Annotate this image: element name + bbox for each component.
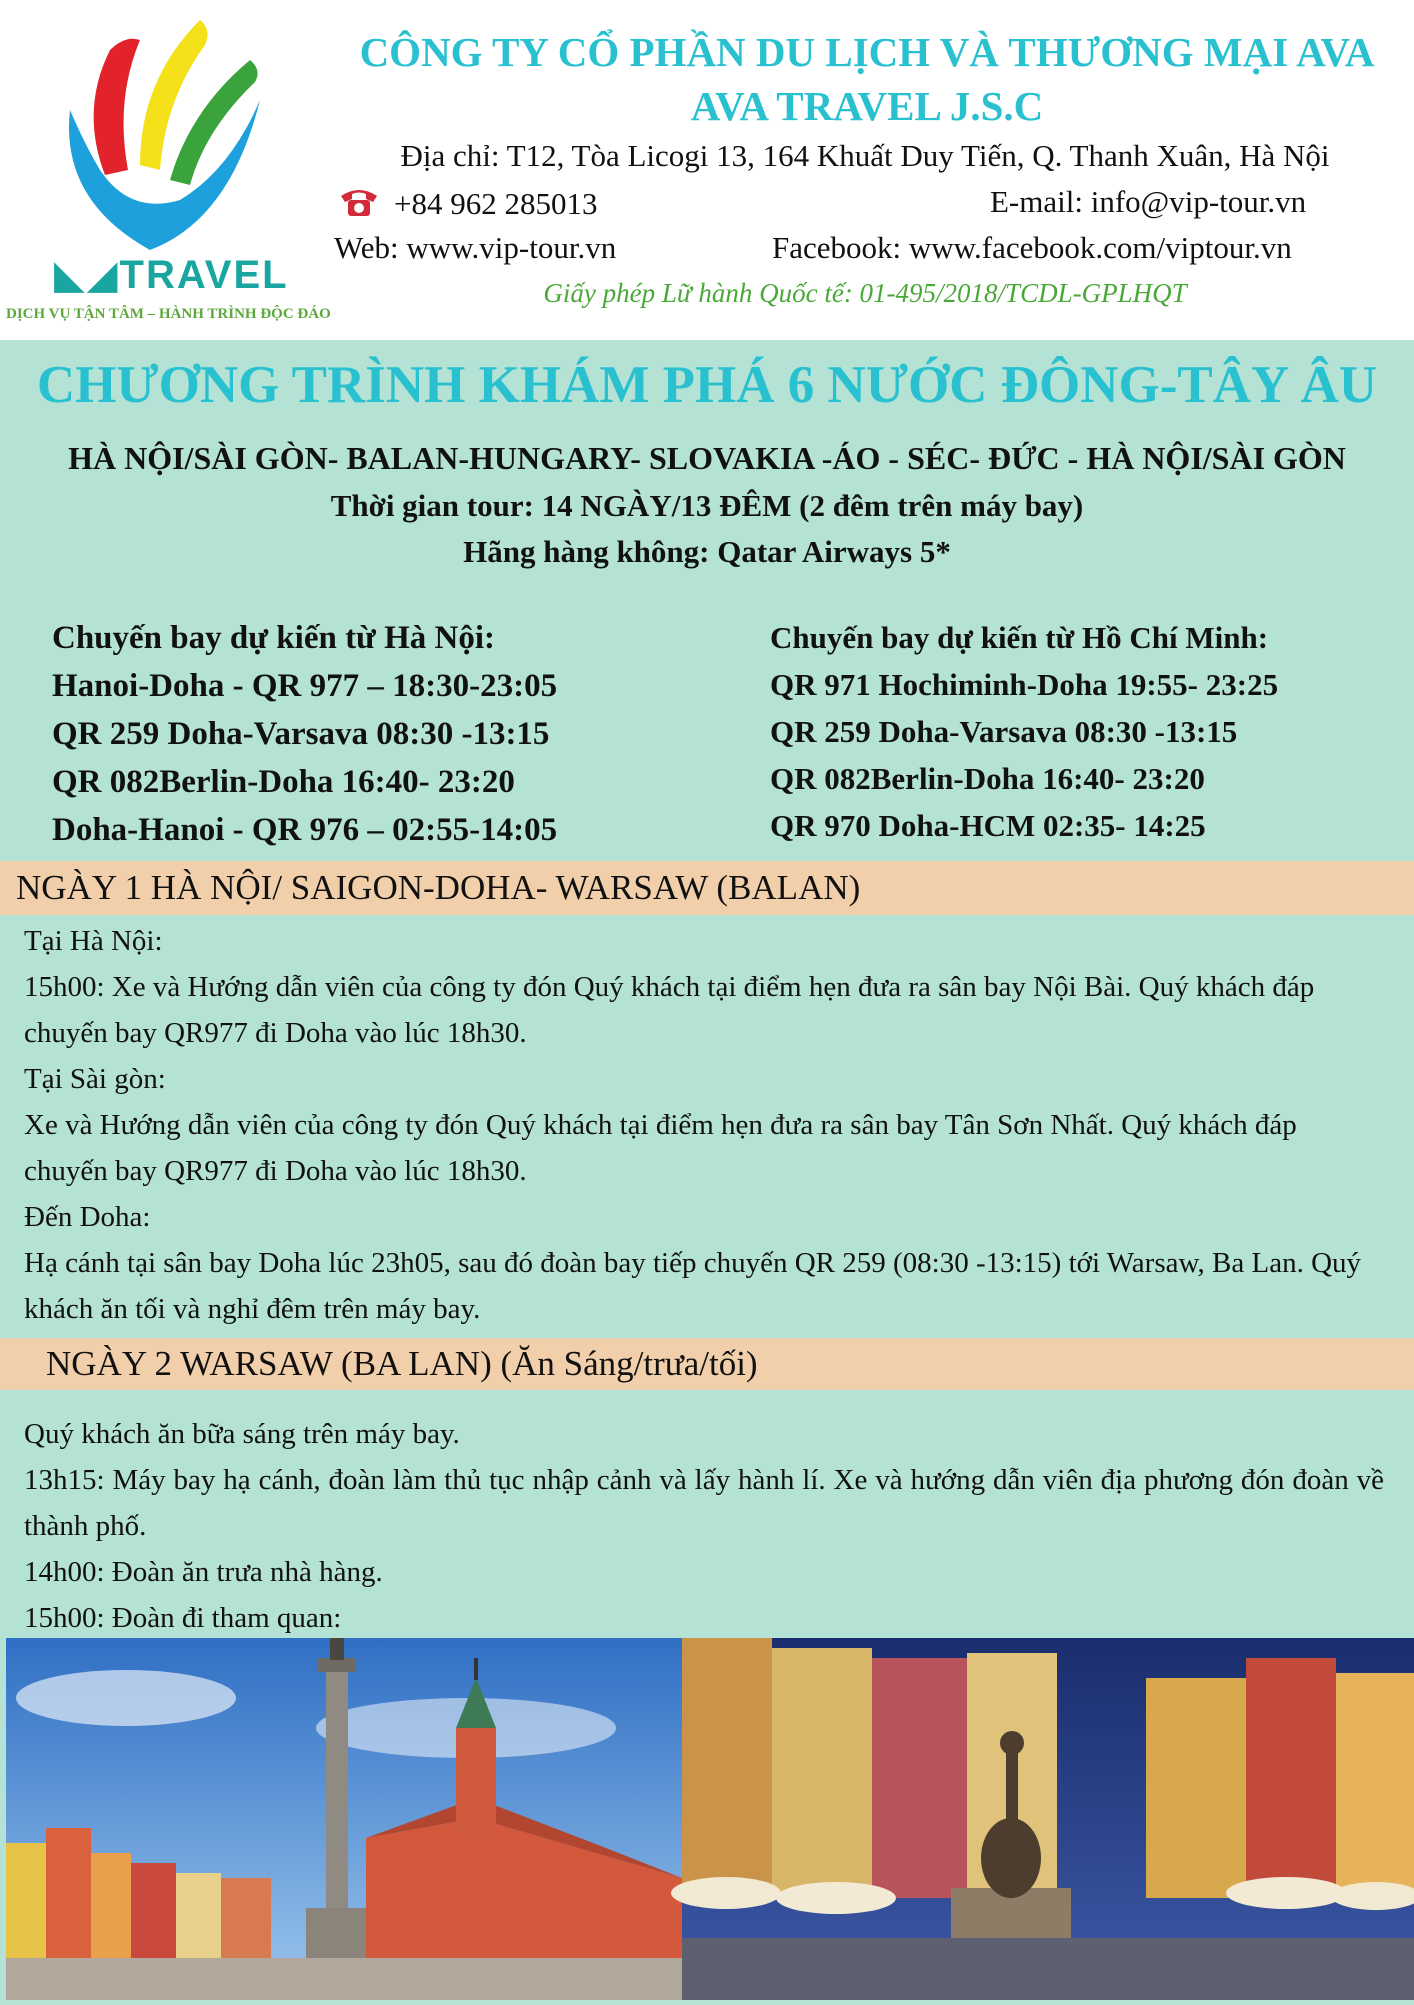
email: E-mail: info@vip-tour.vn — [990, 184, 1307, 219]
day1-paragraph: 15h00: Xe và Hướng dẫn viên của công ty đón Quý khách tại điểm hẹn đưa ra sân bay Nội Bài. Quý khách đáp chuyến bay QR977 đi Doha vào lúc 18h30. — [24, 971, 1315, 1049]
logo-wordmark: ◣◢TRAVEL — [54, 253, 289, 297]
slogan: DỊCH VỤ TẬN TÂM – HÀNH TRÌNH ĐỘC ĐÁO — [6, 306, 331, 322]
phone-row — [338, 184, 597, 222]
day1-paragraph: Tại Hà Nội: — [24, 925, 163, 957]
warsaw-photo-collage — [6, 1638, 1414, 2000]
flights-hcm-heading: Chuyến bay dự kiến từ Hồ Chí Minh: — [770, 620, 1269, 655]
flights-hanoi — [52, 614, 557, 854]
flights-hcm — [770, 614, 1278, 849]
day2-content — [24, 1411, 1384, 1641]
flight-leg: Doha-Hanoi - QR 976 – 02:55-14:05 — [52, 812, 558, 848]
day1-paragraph: Tại Sài gòn: — [24, 1063, 166, 1095]
flights-hanoi-heading: Chuyến bay dự kiến từ Hà Nội: — [52, 620, 496, 656]
day1-content — [24, 918, 1384, 1332]
castle-square-photo — [6, 1638, 682, 2000]
phone-number: +84 962 285013 — [394, 186, 598, 221]
phone-icon — [338, 184, 380, 218]
company-address: Địa chỉ: T12, Tòa Licogi 13, 164 Khuất Duy Tiến, Q. Thanh Xuân, Hà Nội — [400, 138, 1330, 173]
flight-leg: QR 259 Doha-Varsava 08:30 -13:15 — [52, 716, 550, 752]
program-airline: Hãng hàng không: Qatar Airways 5* — [463, 534, 951, 569]
day2-paragraph: Quý khách ăn bữa sáng trên máy bay. — [24, 1418, 460, 1450]
travel-license: Giấy phép Lữ hành Quốc tế: 01-495/2018/TCDL-GPLHQT — [543, 278, 1187, 308]
program-title: CHƯƠNG TRÌNH KHÁM PHÁ 6 NƯỚC ĐÔNG-TÂY ÂU — [36, 356, 1378, 414]
day1-paragraph: Đến Doha: — [24, 1201, 151, 1233]
header — [0, 0, 1414, 340]
day2-paragraph: 15h00: Đoàn đi tham quan: — [24, 1602, 342, 1634]
facebook: Facebook: www.facebook.com/viptour.vn — [772, 230, 1292, 265]
program-route: HÀ NỘI/SÀI GÒN- BALAN-HUNGARY- SLOVAKIA -ÁO - SÉC- ĐỨC - HÀ NỘI/SÀI GÒN — [68, 440, 1346, 476]
old-town-market-photo — [671, 1638, 1414, 2000]
flight-leg: QR 970 Doha-HCM 02:35- 14:25 — [770, 808, 1206, 843]
flight-leg: QR 259 Doha-Varsava 08:30 -13:15 — [770, 714, 1238, 749]
flight-leg: QR 971 Hochiminh-Doha 19:55- 23:25 — [770, 667, 1279, 702]
website: Web: www.vip-tour.vn — [334, 230, 617, 265]
day1-paragraph: Xe và Hướng dẫn viên của công ty đón Quý khách tại điểm hẹn đưa ra sân bay Tân Sơn Nhất. Quý khách đáp chuyến bay QR977 đi Doha vào lúc 18h30. — [24, 1109, 1297, 1187]
warsaw-photos — [6, 1638, 1414, 2000]
flight-leg: QR 082Berlin-Doha 16:40- 23:20 — [770, 761, 1205, 796]
day2-title: NGÀY 2 WARSAW (BA LAN) (Ăn Sáng/trưa/tối) — [0, 1338, 1414, 1390]
company-name: CÔNG TY CỔ PHẦN DU LỊCH VÀ THƯƠNG MẠI AVA — [359, 29, 1375, 75]
flight-leg: QR 082Berlin-Doha 16:40- 23:20 — [52, 764, 515, 800]
program-duration: Thời gian tour: 14 NGÀY/13 ĐÊM (2 đêm trên máy bay) — [330, 488, 1084, 523]
flight-leg: Hanoi-Doha - QR 977 – 18:30-23:05 — [52, 668, 558, 704]
day1-title: NGÀY 1 HÀ NỘI/ SAIGON-DOHA- WARSAW (BALAN) — [0, 861, 1414, 915]
day1-paragraph: Hạ cánh tại sân bay Doha lúc 23h05, sau đó đoàn bay tiếp chuyến QR 259 (08:30 -13:15) tới Warsaw, Ba Lan. Quý khách ăn tối và nghỉ đêm trên máy bay. — [24, 1247, 1362, 1325]
day2-paragraph: 14h00: Đoàn ăn trưa nhà hàng. — [24, 1556, 383, 1588]
company-short-name: AVA TRAVEL J.S.C — [690, 83, 1044, 129]
day2-paragraph: 13h15: Máy bay hạ cánh, đoàn làm thủ tục nhập cảnh và lấy hành lí. Xe và hướng dẫn viên địa phương đón đoàn về thành phố. — [24, 1464, 1384, 1542]
